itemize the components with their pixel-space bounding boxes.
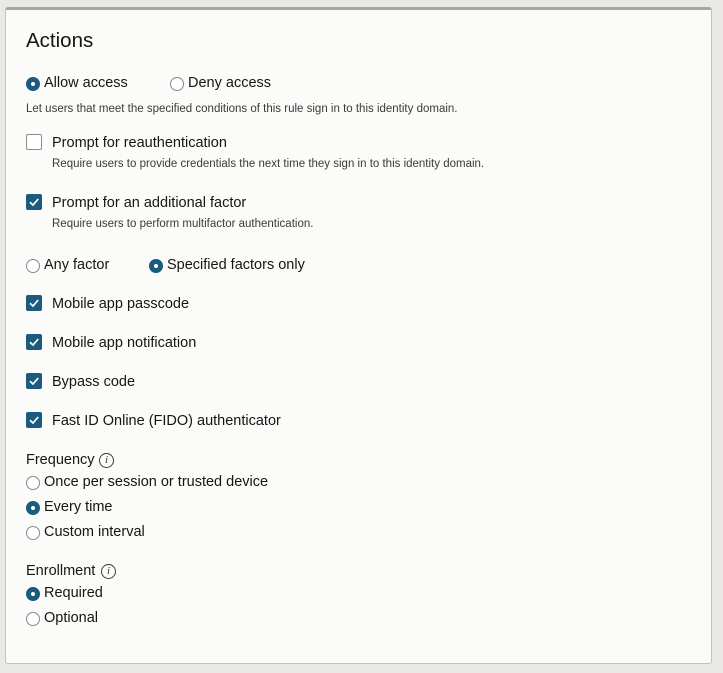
any-factor-radio[interactable]	[26, 259, 40, 273]
factor-checkbox-fido[interactable]	[26, 412, 42, 428]
allow-access-label[interactable]: Allow access	[44, 75, 128, 91]
additional-factor-checkbox[interactable]	[26, 194, 42, 210]
deny-access-label[interactable]: Deny access	[188, 75, 272, 91]
checkmark-icon	[28, 375, 40, 387]
any-factor-label[interactable]: Any factor	[44, 257, 110, 273]
reauth-checkbox[interactable]	[26, 134, 42, 150]
factor-checkbox-mobile-passcode[interactable]	[26, 295, 42, 311]
frequency-radio-every-time[interactable]	[26, 501, 40, 515]
frequency-info-icon[interactable]: i	[99, 453, 114, 468]
frequency-label: Frequency	[26, 452, 95, 468]
frequency-radio-custom-interval[interactable]	[26, 526, 40, 540]
frequency-option-custom-interval[interactable]: Custom interval	[44, 524, 145, 540]
additional-factor-help-text: Require users to perform multifactor authentication.	[52, 218, 314, 230]
factor-label-bypass-code[interactable]: Bypass code	[52, 374, 136, 390]
factor-label-mobile-passcode[interactable]: Mobile app passcode	[52, 296, 190, 312]
checkmark-icon	[28, 414, 40, 426]
factor-label-fido[interactable]: Fast ID Online (FIDO) authenticator	[52, 413, 281, 429]
checkmark-icon	[28, 336, 40, 348]
reauth-label[interactable]: Prompt for reauthentication	[52, 135, 227, 151]
factor-checkbox-bypass-code[interactable]	[26, 373, 42, 389]
enrollment-radio-optional[interactable]	[26, 612, 40, 626]
frequency-radio-once-per-session[interactable]	[26, 476, 40, 490]
specified-factors-radio[interactable]	[149, 259, 163, 273]
enrollment-label: Enrollment	[26, 563, 96, 579]
enrollment-option-required[interactable]: Required	[44, 585, 103, 601]
actions-panel	[5, 7, 712, 664]
frequency-option-once-per-session[interactable]: Once per session or trusted device	[44, 474, 269, 490]
enrollment-radio-required[interactable]	[26, 587, 40, 601]
checkmark-icon	[28, 297, 40, 309]
allow-access-radio[interactable]	[26, 77, 40, 91]
access-help-text: Let users that meet the specified conditions of this rule sign in to this identity domain.	[26, 103, 458, 115]
checkmark-icon	[28, 196, 40, 208]
deny-access-radio[interactable]	[170, 77, 184, 91]
enrollment-info-icon[interactable]: i	[101, 564, 116, 579]
factor-checkbox-mobile-notification[interactable]	[26, 334, 42, 350]
factor-label-mobile-notification[interactable]: Mobile app notification	[52, 335, 197, 351]
specified-factors-label[interactable]: Specified factors only	[167, 257, 305, 273]
frequency-option-every-time[interactable]: Every time	[44, 499, 113, 515]
section-title: Actions	[26, 29, 94, 52]
additional-factor-label[interactable]: Prompt for an additional factor	[52, 195, 247, 211]
enrollment-option-optional[interactable]: Optional	[44, 610, 99, 626]
reauth-help-text: Require users to provide credentials the next time they sign in to this identity domain.	[52, 158, 485, 170]
